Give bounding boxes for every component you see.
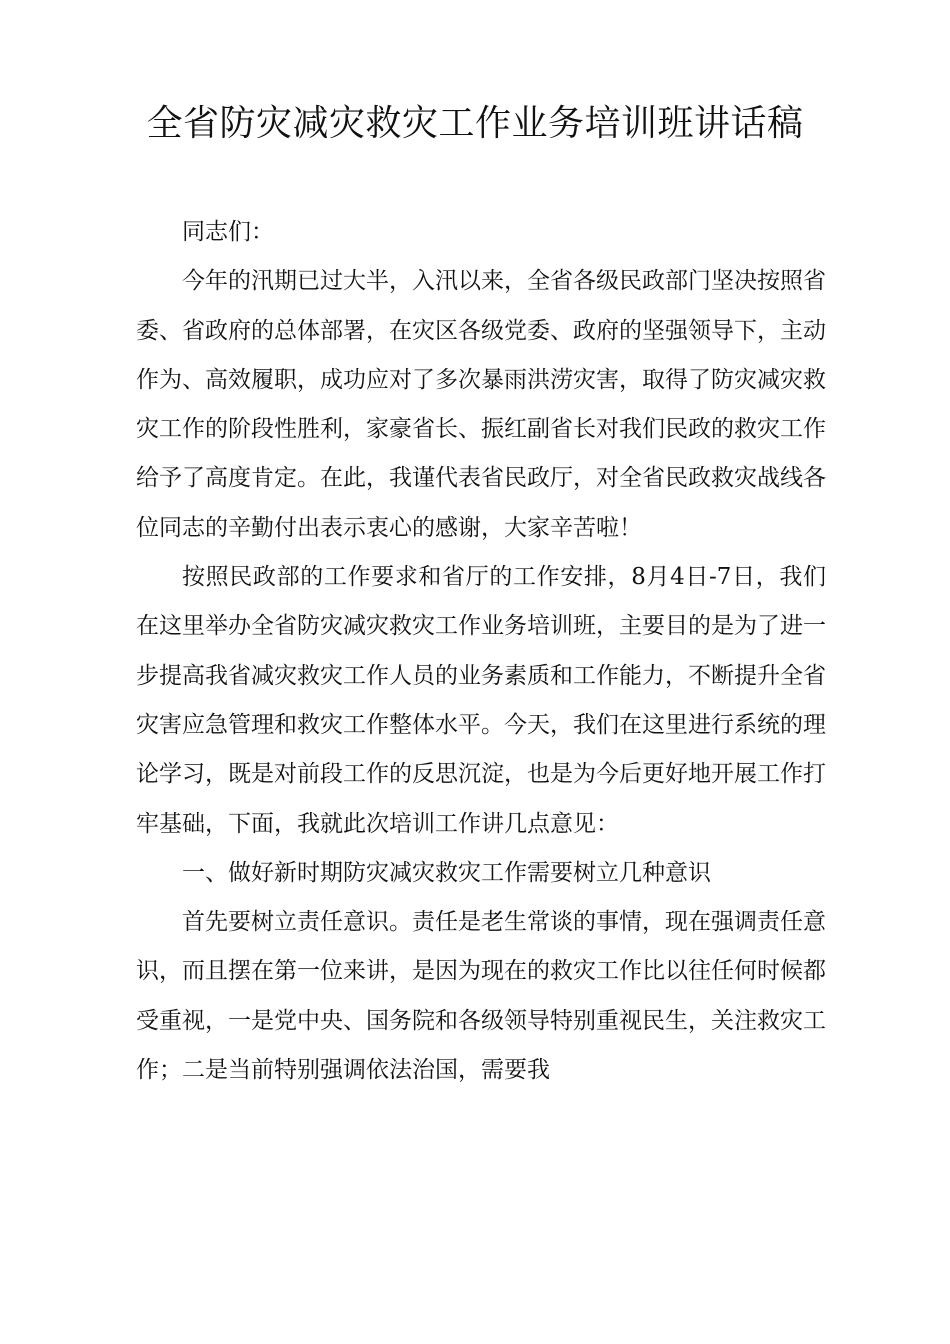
paragraph-responsibility: 首先要树立责任意识。责任是老生常谈的事情，现在强调责任意识，而且摆在第一位来讲，是因为现在的救灾工作比以往任何时候都受重视，一是党中央、国务院和各级领导特别重视民生，关注救灾工作；二是当前特别强调依法治国，需要我 (136, 909, 826, 1084)
paragraph-training-purpose: 按照民政部的工作要求和省厅的工作安排，8月4日-7日，我们在这里举办全省防灾减灾救灾工作业务培训班，主要目的是为了进一步提高我省减灾救灾工作人员的业务素质和工作能力，不断提升全省灾害应急管理和救灾工作整体水平。今天，我们在这里进行系统的理论学习，既是对前段工作的反思沉淀，也是为今后更好地开展工作打牢基础，下面，我就此次培训工作讲几点意见： (136, 564, 826, 837)
section-heading-1: 一、做好新时期防灾减灾救灾工作需要树立几种意识 (182, 859, 711, 886)
document-title: 全省防灾减灾救灾工作业务培训班讲话稿 (146, 103, 804, 144)
document-body (136, 208, 826, 1095)
salutation: 同志们： (182, 219, 274, 245)
paragraph-intro: 今年的汛期已过大半，入汛以来，全省各级民政部门坚决按照省委、省政府的总体部署，在灾区各级党委、政府的坚强领导下，主动作为、高效履职，成功应对了多次暴雨洪涝灾害，取得了防灾减灾救灾工作的阶段性胜利，家豪省长、振红副省长对我们民政的救灾工作给予了高度肯定。在此，我谨代表省民政厅，对全省民政救灾战线各位同志的辛勤付出表示衷心的感谢，大家辛苦啦！ (136, 268, 826, 541)
